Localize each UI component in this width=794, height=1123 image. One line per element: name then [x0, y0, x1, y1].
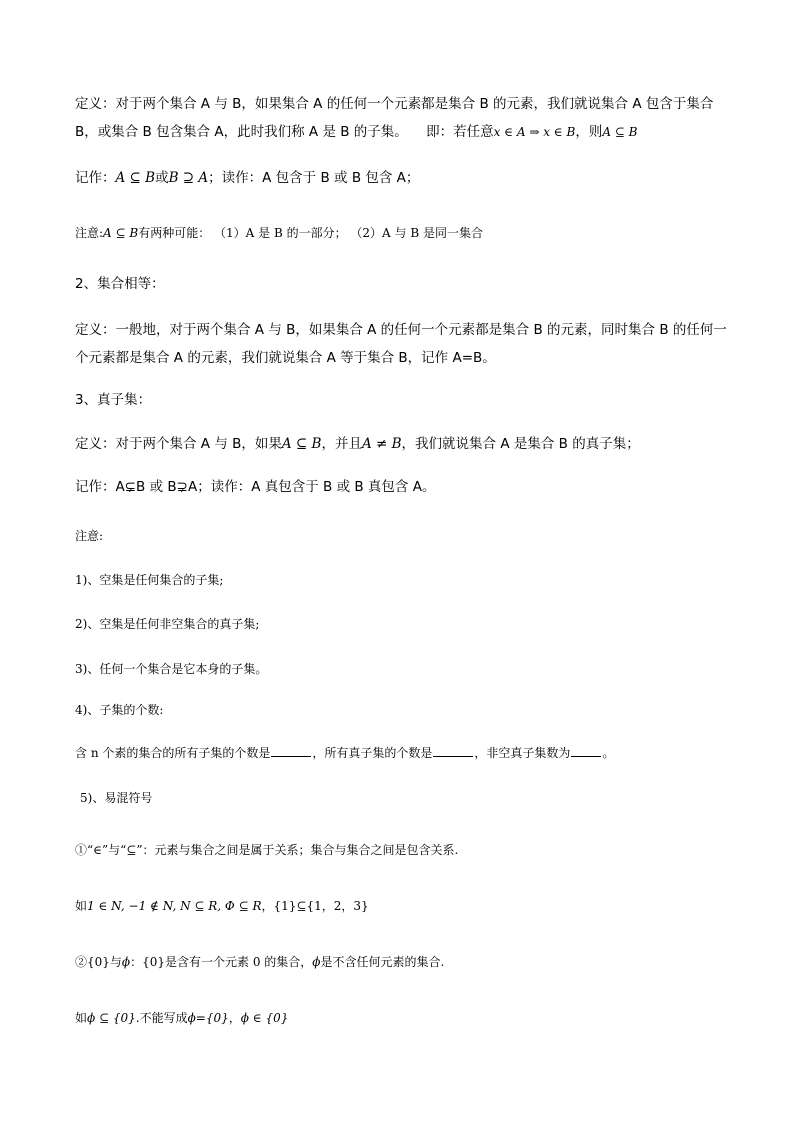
- symbol-line-1: [75, 840, 458, 860]
- note-item-1: [75, 570, 223, 590]
- symbol-2-prefix: ②{0}与: [75, 955, 122, 969]
- note-item-1-text: 1)、空集是任何集合的子集;: [75, 573, 224, 587]
- proper-def-conclusion: ，我们就说集合 A 是集合 B 的真子集；: [401, 436, 640, 452]
- notes-title: [75, 526, 103, 546]
- proper-def-and: ，并且: [321, 436, 362, 452]
- proper-def-prefix: 定义：对于两个集合 A 与 B，如果: [75, 436, 282, 452]
- heading-proper-text: 3、真子集：: [75, 392, 152, 408]
- answer-blank-3[interactable]: [571, 744, 601, 757]
- symbol-1-text: ①“∈”与“⊆”：元素与集合之间是属于关系；集合与集合之间是包含关系.: [75, 843, 459, 857]
- subset-then: ，则: [575, 124, 603, 140]
- example-1-prefix: 如: [75, 899, 88, 913]
- subset-notation-line: [75, 168, 419, 188]
- proper-def-neq-formula: A ≠ B: [361, 436, 402, 452]
- proper-subset-notation-line: [75, 477, 435, 497]
- note-item-3-text: 3)、任何一个集合是它本身的子集。: [75, 662, 268, 676]
- notation-reading: ；读作：A 包含于 B 或 B 包含 A；: [208, 170, 420, 186]
- note-subset-formula: A ⊆ B: [103, 226, 139, 240]
- note-item-4: [75, 700, 163, 720]
- subset-implication-formula: x ∈ A ⇒ x ∈ B: [493, 125, 576, 139]
- equality-definition-text-2: 个元素都是集合 A 的元素，我们就说集合 A 等于集合 B，记作 A=B。: [75, 350, 496, 366]
- note-item-5: [80, 788, 152, 808]
- equality-definition-line-1: [75, 320, 727, 340]
- count-mid-1: ，所有真子集的个数是: [312, 746, 433, 760]
- equality-definition-line-2: [75, 348, 496, 368]
- example-1-rest: ，{1}⊆{1，2，3}: [261, 899, 369, 913]
- answer-blank-1[interactable]: [271, 744, 311, 757]
- heading-set-equality: [75, 274, 165, 294]
- note-item-3: [75, 659, 267, 679]
- equality-definition-text: 定义：一般地，对于两个集合 A 与 B，如果集合 A 的任何一个元素都是集合 B 的元素，同时集合 B 的任何一: [75, 322, 727, 338]
- superset-formula: B ⊇ A: [168, 170, 209, 186]
- note-item-2-text: 2)、空集是任何非空集合的真子集;: [75, 617, 260, 631]
- example-2-formula-2: ϕ={0}: [187, 1011, 229, 1025]
- proper-notation-text: 记作：A⊊B 或 B⊋A；读作：A 真包含于 B 或 B 真包含 A。: [75, 479, 436, 495]
- count-prefix: 含 n 个素的集合的所有子集的个数是: [75, 746, 271, 760]
- example-2-comma: ，: [228, 1011, 241, 1025]
- subset-definition-text-2: B，或集合 B 包含集合 A，此时我们称 A 是 B 的子集。: [75, 124, 408, 140]
- example-2-mid: .不能写成: [135, 1011, 188, 1025]
- count-end: 。: [602, 746, 615, 760]
- note-possibilities: 有两种可能： （1）A 是 B 的一部分； （2）A 与 B 是同一集合: [138, 226, 483, 240]
- subset-conclusion-formula: A ⊆ B: [602, 125, 638, 139]
- example-line-1: [75, 896, 369, 916]
- count-mid-2: ，非空真子集数为: [474, 746, 571, 760]
- notes-title-text: 注意:: [75, 529, 104, 543]
- example-line-2: [75, 1008, 288, 1028]
- example-1-formula: 1 ∈ N, −1 ∉ N, N ⊆ R, Φ ⊆ R: [87, 899, 262, 913]
- subset-formula-1: A ⊆ B: [115, 170, 156, 186]
- note-item-5-text: 5)、易混符号: [80, 791, 153, 805]
- phi-symbol: ϕ: [121, 955, 131, 969]
- subset-note-line: [75, 223, 483, 243]
- heading-equal-text: 2、集合相等：: [75, 276, 165, 292]
- subset-definition-jiji: 即：若任意: [426, 124, 494, 140]
- example-2-formula-1: ϕ ⊆ {0}: [87, 1011, 136, 1025]
- subset-count-line: [75, 743, 614, 763]
- example-2-prefix: 如: [75, 1011, 88, 1025]
- notation-prefix: 记作：: [75, 170, 116, 186]
- answer-blank-2[interactable]: [433, 744, 473, 757]
- note-prefix: 注意:: [75, 226, 104, 240]
- proper-def-subset-formula: A ⊆ B: [281, 436, 322, 452]
- note-item-4-text: 4)、子集的个数:: [75, 703, 164, 717]
- heading-proper-subset: [75, 390, 151, 410]
- subset-definition-line-1: [75, 94, 713, 114]
- symbol-2-mid: ：{0}是含有一个元素 0 的集合，: [130, 955, 313, 969]
- symbol-line-2: [75, 952, 444, 972]
- example-2-formula-3: ϕ ∈ {0}: [240, 1011, 289, 1025]
- symbol-2-rest: 是不含任何元素的集合.: [320, 955, 445, 969]
- notation-or: 或: [155, 170, 169, 186]
- note-item-2: [75, 614, 259, 634]
- subset-definition-line-2: [75, 122, 638, 142]
- proper-subset-definition-line: [75, 434, 640, 454]
- subset-definition-text: 定义：对于两个集合 A 与 B，如果集合 A 的任何一个元素都是集合 B 的元素，我们就说集合 A 包含于集合: [75, 96, 714, 112]
- phi-symbol-2: ϕ: [312, 955, 321, 969]
